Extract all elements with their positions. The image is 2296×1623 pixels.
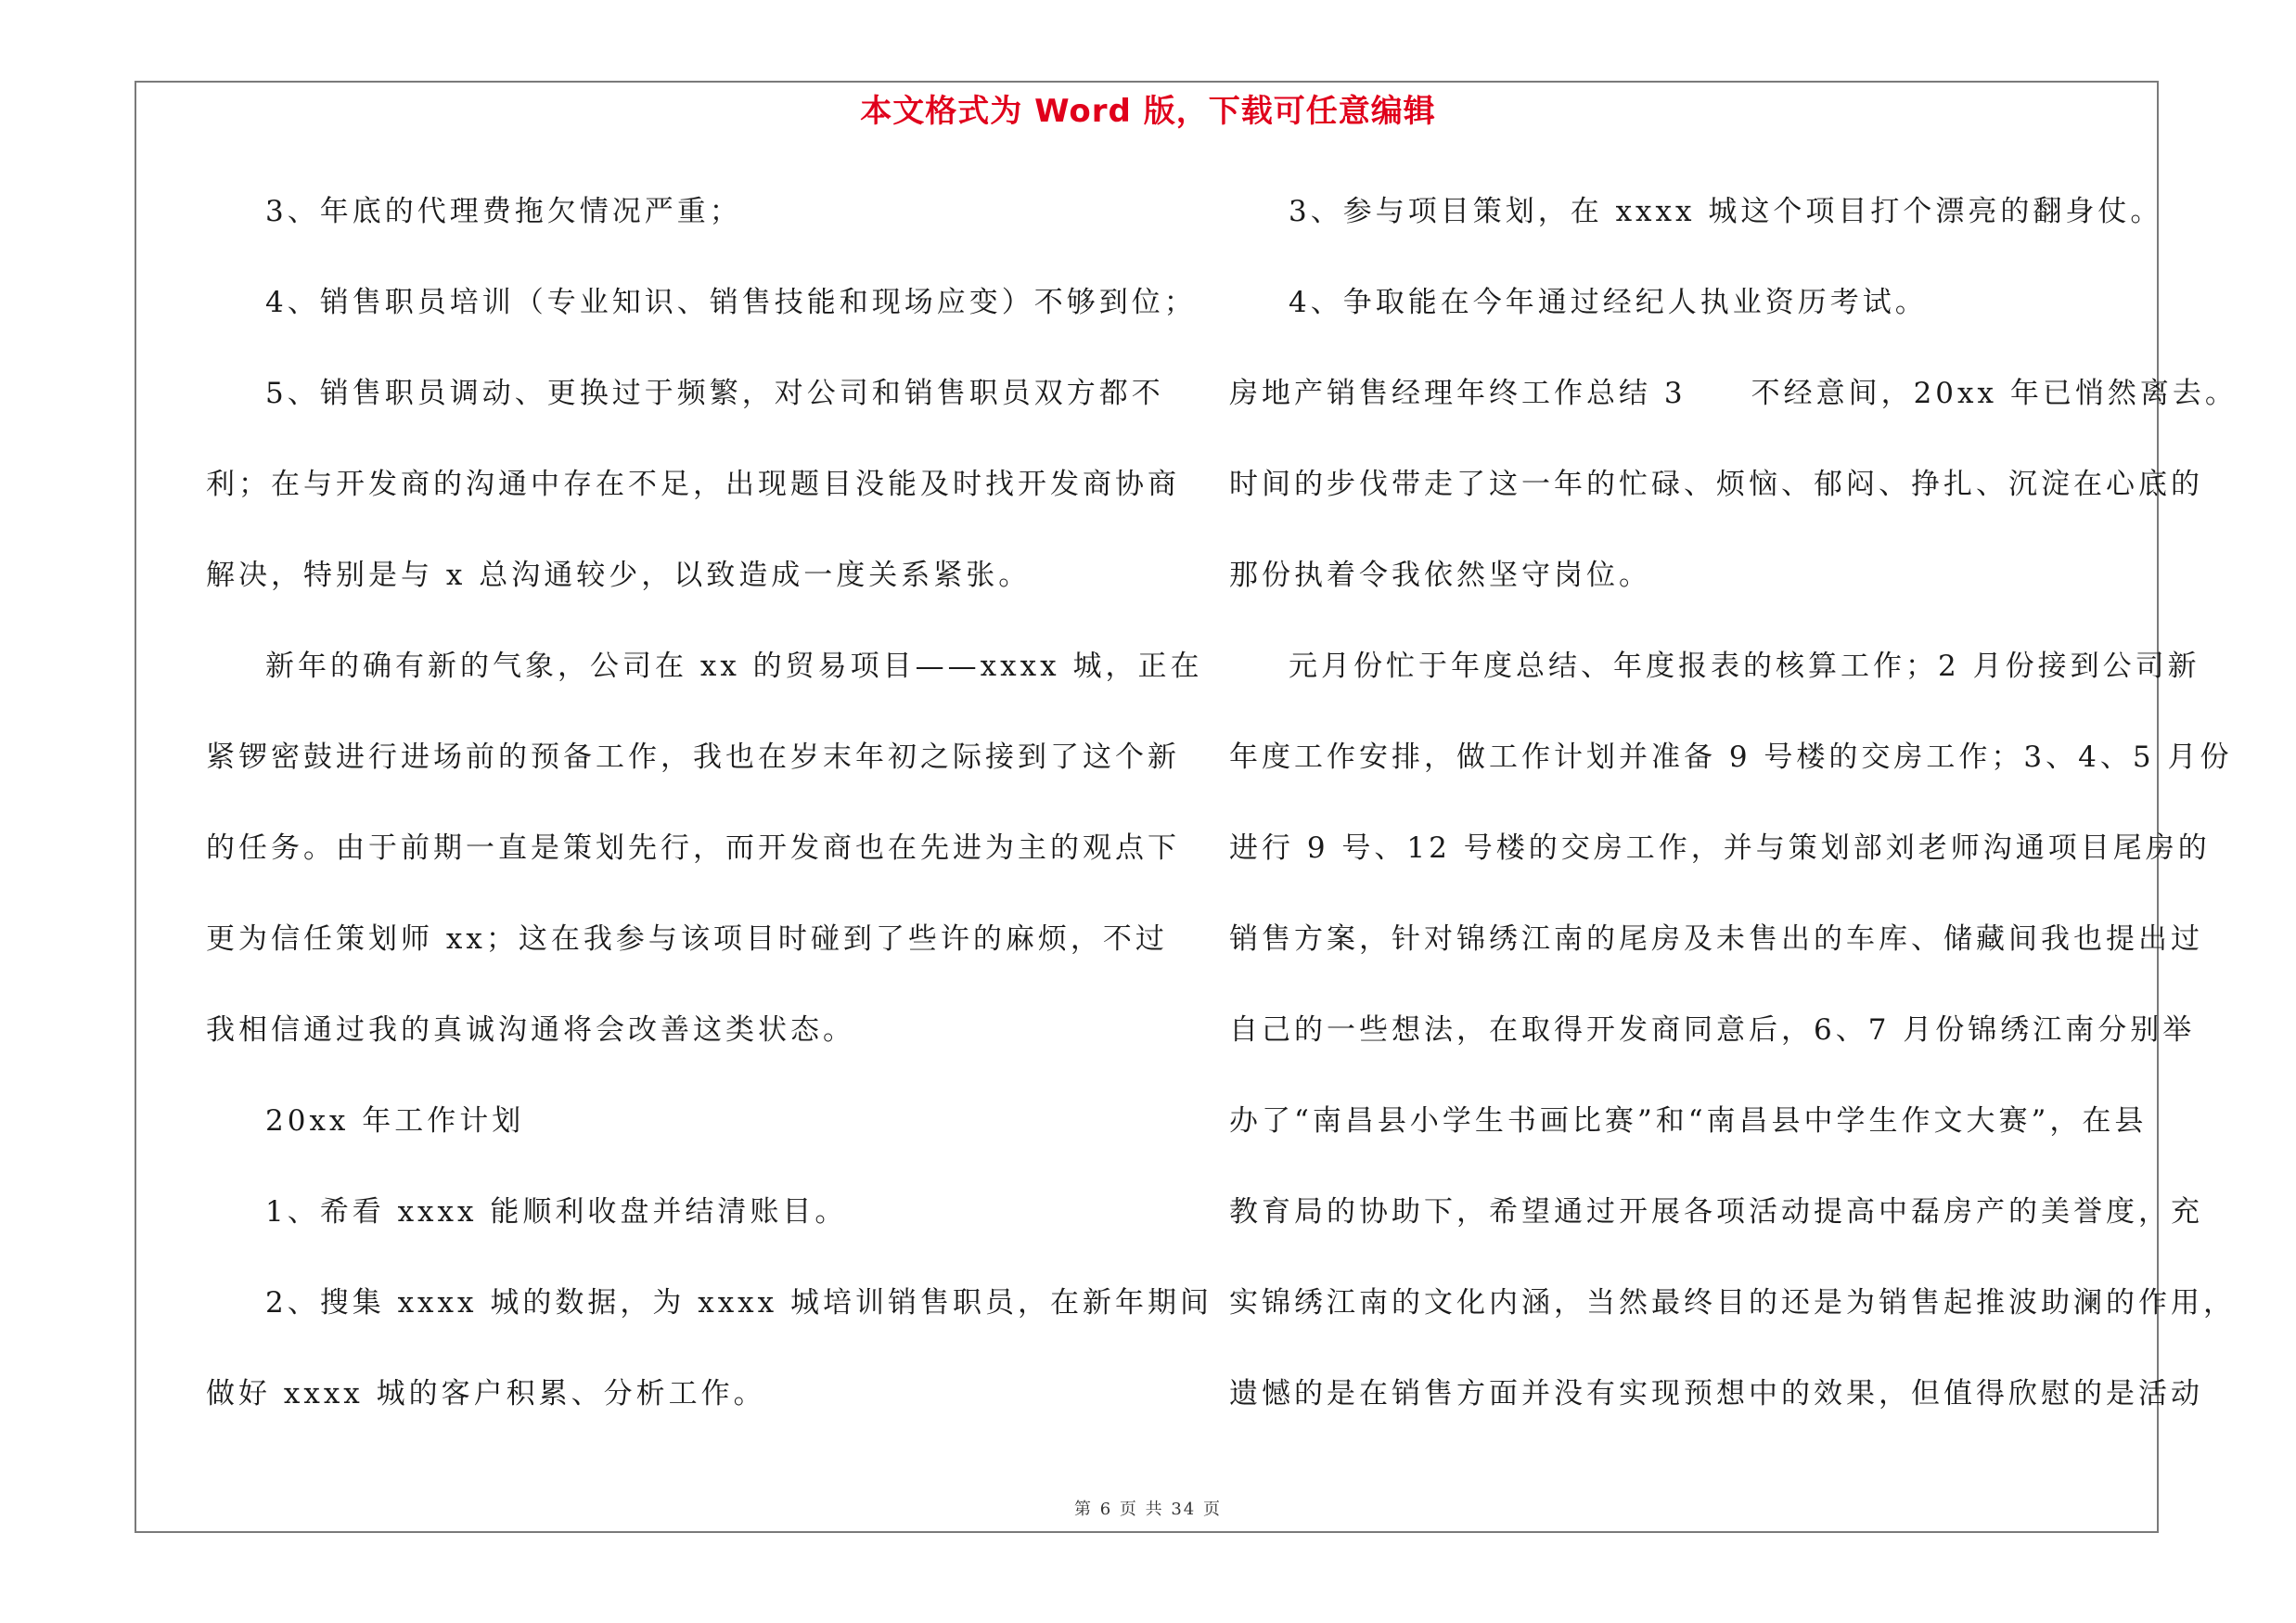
paragraph-line: 3、年底的代理费拖欠情况严重； [265, 195, 742, 228]
paragraph-line: 4、销售职员培训（专业知识、销售技能和现场应变）不够到位； [265, 286, 1197, 319]
paragraph-line: 4、争取能在今年通过经纪人执业资历考试。 [1289, 286, 1928, 319]
paragraph-line: 2、搜集 xxxx 城的数据，为 xxxx 城培训销售职员，在新年期间 [265, 1286, 1213, 1320]
paragraph-line: 那份执着令我依然坚守岗位。 [1229, 559, 1651, 592]
paragraph-line: 实锦绣江南的文化内涵，当然最终目的还是为销售起推波助澜的作用， [1229, 1286, 2236, 1320]
paragraph-line: 教育局的协助下，希望通过开展各项活动提高中磊房产的美誉度，充 [1229, 1195, 2203, 1229]
paragraph-line: 5、销售职员调动、更换过于频繁，对公司和销售职员双方都不 [265, 377, 1164, 410]
paragraph-line: 时间的步伐带走了这一年的忙碌、烦恼、郁闷、挣扎、沉淀在心底的 [1229, 468, 2203, 501]
paragraph-line: 办了“南昌县小学生书画比赛”和“南昌县中学生作文大赛”，在县 [1229, 1104, 2148, 1138]
paragraph-line: 做好 xxxx 城的客户积累、分析工作。 [206, 1377, 766, 1410]
paragraph-line: 遗憾的是在销售方面并没有实现预想中的效果，但值得欣慰的是活动 [1229, 1377, 2203, 1410]
page-number: 第 6 页 共 34 页 [1074, 1500, 1222, 1519]
paragraph-line: 元月份忙于年度总结、年度报表的核算工作；2 月份接到公司新 [1289, 650, 2200, 683]
paragraph-line: 的任务。由于前期一直是策划先行，而开发商也在先进为主的观点下 [206, 831, 1180, 865]
paragraph-line: 紧锣密鼓进行进场前的预备工作，我也在岁末年初之际接到了这个新 [206, 741, 1180, 774]
paragraph-line: 3、参与项目策划，在 xxxx 城这个项目打个漂亮的翻身仗。 [1289, 195, 2163, 228]
paragraph-line: 年度工作安排，做工作计划并准备 9 号楼的交房工作；3、4、5 月份 [1229, 741, 2233, 774]
section-heading: 20xx 年工作计划 [265, 1104, 525, 1138]
paragraph-line: 更为信任策划师 xx；这在我参与该项目时碰到了些许的麻烦，不过 [206, 922, 1168, 956]
paragraph-line: 销售方案，针对锦绣江南的尾房及未售出的车库、储藏间我也提出过 [1229, 922, 2203, 956]
paragraph-line: 解决，特别是与 x 总沟通较少，以致造成一度关系紧张。 [206, 559, 1032, 592]
paragraph-line: 我相信通过我的真诚沟通将会改善这类状态。 [206, 1013, 855, 1047]
format-banner: 本文格式为 Word 版，下载可任意编辑 [860, 93, 1436, 130]
paragraph-line: 进行 9 号、12 号楼的交房工作，并与策划部刘老师沟通项目尾房的 [1229, 831, 2211, 865]
paragraph-line: 1、希看 xxxx 能顺利收盘并结清账目。 [265, 1195, 848, 1229]
paragraph-line: 房地产销售经理年终工作总结 3 不经意间，20xx 年已悄然离去。 [1229, 377, 2238, 410]
paragraph-line: 新年的确有新的气象，公司在 xx 的贸易项目——xxxx 城，正在 [265, 650, 1203, 683]
paragraph-line: 自己的一些想法，在取得开发商同意后，6、7 月份锦绣江南分别举 [1229, 1013, 2196, 1047]
paragraph-line: 利；在与开发商的沟通中存在不足，出现题目没能及时找开发商协商 [206, 468, 1180, 501]
